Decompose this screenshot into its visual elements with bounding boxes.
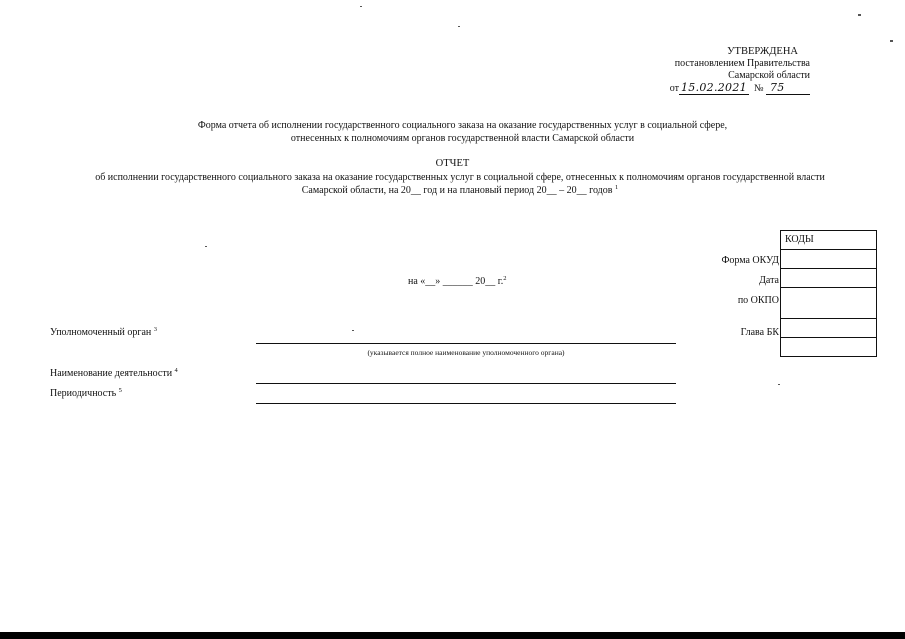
activity-input-line[interactable] — [256, 383, 676, 384]
approval-line-1: постановлением Правительства — [674, 58, 810, 69]
approval-number-handwritten: 75 — [766, 82, 810, 95]
report-subtitle-line-1: об исполнении государственного социального заказа на оказание государственных услуг в социальной сфере, отнесенных к полномочиям органов государственной власти — [95, 172, 825, 183]
scan-speck — [458, 26, 460, 27]
code-cell-okud[interactable] — [781, 250, 877, 269]
approval-date-handwritten: 15.02.2021 — [680, 81, 747, 94]
footnote-mark-2: 2 — [503, 275, 507, 282]
authority-label — [50, 327, 157, 338]
periodicity-input-line[interactable] — [256, 403, 676, 404]
scan-speck — [352, 330, 354, 331]
authority-input-line[interactable] — [256, 343, 676, 344]
approval-date-number — [640, 82, 810, 95]
form-title-line-1: Форма отчета об исполнении государственного социального заказа на оказание государственных услуг в социальной сфере, — [197, 120, 728, 131]
report-subtitle — [30, 171, 890, 197]
label-date: Дата — [759, 275, 779, 286]
approval-line-2: Самарской области — [728, 70, 810, 81]
form-title — [100, 120, 825, 145]
activity-label-text: Наименование деятельности — [50, 368, 173, 379]
scan-speck — [890, 40, 893, 42]
footnote-mark-1: 1 — [614, 184, 619, 191]
report-period-text: Самарской области, на 20__ год и на плановый период 20__ – 20__ годов — [301, 185, 613, 196]
report-heading: ОТЧЕТ — [435, 158, 470, 169]
codes-table — [780, 230, 877, 357]
periodicity-label — [50, 388, 122, 399]
approval-number-sign: № — [753, 83, 764, 94]
footnote-mark-3: 3 — [153, 326, 158, 333]
scan-speck — [858, 14, 861, 16]
approval-block — [640, 46, 810, 95]
codes-header: КОДЫ — [781, 231, 877, 250]
label-okud: Форма ОКУД — [721, 255, 779, 266]
scan-speck — [360, 6, 362, 7]
approval-date-prefix: от — [669, 83, 679, 94]
code-cell-okpo[interactable] — [781, 288, 877, 319]
report-date-field[interactable] — [408, 276, 507, 287]
code-cell-extra[interactable] — [781, 338, 877, 357]
footnote-mark-5: 5 — [118, 387, 122, 394]
periodicity-label-text: Периодичность — [50, 388, 117, 399]
authority-hint: (указывается полное наименование уполномоченного органа) — [367, 348, 565, 357]
label-okpo: по ОКПО — [737, 295, 779, 306]
report-subtitle-line-2 — [30, 184, 890, 197]
footnote-mark-4: 4 — [174, 367, 178, 374]
code-cell-date[interactable] — [781, 269, 877, 288]
scan-speck — [778, 384, 780, 385]
scan-speck — [205, 246, 207, 247]
approval-title: УТВЕРЖДЕНА — [727, 46, 798, 57]
report-date-text: на «__» ______ 20__ г. — [408, 276, 504, 287]
code-cell-glava-bk[interactable] — [781, 319, 877, 338]
form-title-line-2: отнесенных к полномочиям органов государственной власти Самарской области — [290, 132, 635, 144]
label-glava-bk: Глава БК — [740, 327, 779, 338]
authority-label-text: Уполномоченный орган — [50, 327, 152, 338]
scan-bottom-edge — [0, 632, 905, 639]
activity-label — [50, 368, 178, 379]
